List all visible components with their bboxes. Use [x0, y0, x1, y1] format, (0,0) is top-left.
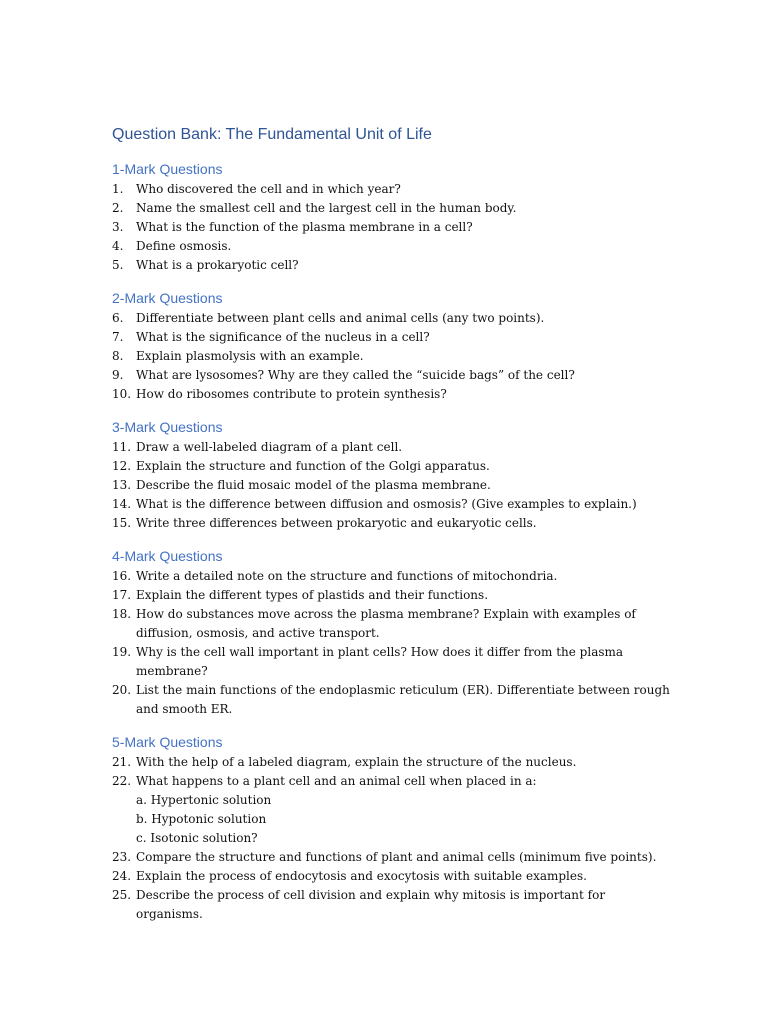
question-text: Describe the process of cell division and explain why mitosis is important for organisms. — [136, 888, 606, 921]
sub-question-item: b. Hypotonic solution — [136, 812, 267, 826]
question-sections — [112, 159, 672, 924]
question-body — [136, 328, 672, 347]
question-section — [112, 546, 672, 719]
section-heading: 1-Mark Questions — [112, 161, 223, 177]
question-body — [136, 199, 672, 218]
question-body — [136, 180, 672, 199]
question-body — [136, 867, 672, 886]
question-number: 9. — [112, 368, 124, 382]
question-item — [112, 438, 672, 457]
question-number: 5. — [112, 258, 124, 272]
question-body — [136, 438, 672, 457]
question-text: Explain the structure and function of the Golgi apparatus. — [136, 459, 490, 473]
question-text: Explain the different types of plastids and their functions. — [136, 588, 489, 602]
question-number: 23. — [112, 850, 132, 864]
question-number: 14. — [112, 497, 132, 511]
question-text: What are lysosomes? Why are they called the “suicide bags” of the cell? — [136, 368, 575, 382]
question-body — [136, 457, 672, 476]
question-text: Define osmosis. — [136, 239, 232, 253]
question-item — [112, 681, 672, 719]
question-number: 24. — [112, 869, 132, 883]
question-item — [112, 567, 672, 586]
question-body — [136, 495, 672, 514]
question-text: Describe the fluid mosaic model of the plasma membrane. — [136, 478, 491, 492]
question-number: 10. — [112, 387, 132, 401]
question-item — [112, 753, 672, 772]
question-body — [136, 643, 672, 681]
question-item — [112, 366, 672, 385]
question-body — [136, 772, 672, 848]
question-number: 3. — [112, 220, 124, 234]
sub-question-list — [136, 791, 672, 848]
question-number: 4. — [112, 239, 124, 253]
question-item — [112, 586, 672, 605]
question-body — [136, 753, 672, 772]
question-item — [112, 328, 672, 347]
question-text: What is the significance of the nucleus in a cell? — [136, 330, 430, 344]
question-number: 13. — [112, 478, 132, 492]
question-body — [136, 309, 672, 328]
sub-question-item: c. Isotonic solution? — [136, 831, 258, 845]
question-text: Name the smallest cell and the largest cell in the human body. — [136, 201, 517, 215]
question-body — [136, 605, 672, 643]
question-item — [112, 237, 672, 256]
question-item — [112, 347, 672, 366]
question-number: 11. — [112, 440, 132, 454]
question-item — [112, 385, 672, 404]
question-number: 17. — [112, 588, 132, 602]
question-body — [136, 385, 672, 404]
question-text: List the main functions of the endoplasmic reticulum (ER). Differentiate between rough and smooth ER. — [136, 683, 670, 716]
question-item — [112, 218, 672, 237]
question-body — [136, 681, 672, 719]
question-text: What is the difference between diffusion and osmosis? (Give examples to explain.) — [136, 497, 637, 511]
question-text: Differentiate between plant cells and animal cells (any two points). — [136, 311, 545, 325]
question-item — [112, 199, 672, 218]
question-item — [112, 514, 672, 533]
question-body — [136, 586, 672, 605]
section-heading: 2-Mark Questions — [112, 290, 223, 306]
question-text: What happens to a plant cell and an animal cell when placed in a: — [136, 774, 537, 788]
question-text: What is a prokaryotic cell? — [136, 258, 299, 272]
question-number: 1. — [112, 182, 124, 196]
question-body — [136, 366, 672, 385]
question-list — [112, 753, 672, 924]
question-number: 15. — [112, 516, 132, 530]
question-text: Draw a well-labeled diagram of a plant cell. — [136, 440, 403, 454]
section-heading: 5-Mark Questions — [112, 734, 223, 750]
question-number: 25. — [112, 888, 132, 902]
question-number: 19. — [112, 645, 132, 659]
question-item — [112, 867, 672, 886]
question-text: With the help of a labeled diagram, explain the structure of the nucleus. — [136, 755, 577, 769]
question-number: 7. — [112, 330, 124, 344]
question-item — [112, 457, 672, 476]
question-item — [112, 476, 672, 495]
question-number: 8. — [112, 349, 124, 363]
question-item — [112, 772, 672, 848]
question-number: 6. — [112, 311, 124, 325]
question-section — [112, 732, 672, 924]
document-page — [112, 124, 672, 937]
question-body — [136, 514, 672, 533]
question-body — [136, 256, 672, 275]
question-text: How do substances move across the plasma membrane? Explain with examples of diffusion, osmosis, and active transport. — [136, 607, 636, 640]
question-number: 22. — [112, 774, 132, 788]
question-text: Explain the process of endocytosis and exocytosis with suitable examples. — [136, 869, 587, 883]
question-number: 2. — [112, 201, 124, 215]
sub-question-item: a. Hypertonic solution — [136, 793, 272, 807]
question-text: Compare the structure and functions of plant and animal cells (minimum five points). — [136, 850, 657, 864]
question-body — [136, 476, 672, 495]
question-text: Explain plasmolysis with an example. — [136, 349, 364, 363]
question-section — [112, 159, 672, 275]
question-section — [112, 417, 672, 533]
question-body — [136, 218, 672, 237]
question-text: How do ribosomes contribute to protein synthesis? — [136, 387, 447, 401]
question-text: Write a detailed note on the structure and functions of mitochondria. — [136, 569, 558, 583]
section-heading: 3-Mark Questions — [112, 419, 223, 435]
question-text: Who discovered the cell and in which year? — [136, 182, 401, 196]
question-item — [112, 643, 672, 681]
question-list — [112, 309, 672, 404]
question-section — [112, 288, 672, 404]
section-heading: 4-Mark Questions — [112, 548, 223, 564]
question-body — [136, 567, 672, 586]
question-item — [112, 886, 672, 924]
question-item — [112, 309, 672, 328]
question-body — [136, 347, 672, 366]
question-body — [136, 237, 672, 256]
question-item — [112, 256, 672, 275]
question-body — [136, 886, 672, 924]
question-number: 20. — [112, 683, 132, 697]
question-list — [112, 567, 672, 719]
question-number: 21. — [112, 755, 132, 769]
question-text: Write three differences between prokaryotic and eukaryotic cells. — [136, 516, 537, 530]
question-list — [112, 438, 672, 533]
question-item — [112, 180, 672, 199]
question-number: 12. — [112, 459, 132, 473]
question-number: 18. — [112, 607, 132, 621]
document-title: Question Bank: The Fundamental Unit of Life — [112, 126, 432, 143]
question-item — [112, 605, 672, 643]
question-item — [112, 495, 672, 514]
question-number: 16. — [112, 569, 132, 583]
question-item — [112, 848, 672, 867]
question-body — [136, 848, 672, 867]
question-list — [112, 180, 672, 275]
question-text: What is the function of the plasma membrane in a cell? — [136, 220, 473, 234]
question-text: Why is the cell wall important in plant cells? How does it differ from the plasma membrane? — [136, 645, 624, 678]
